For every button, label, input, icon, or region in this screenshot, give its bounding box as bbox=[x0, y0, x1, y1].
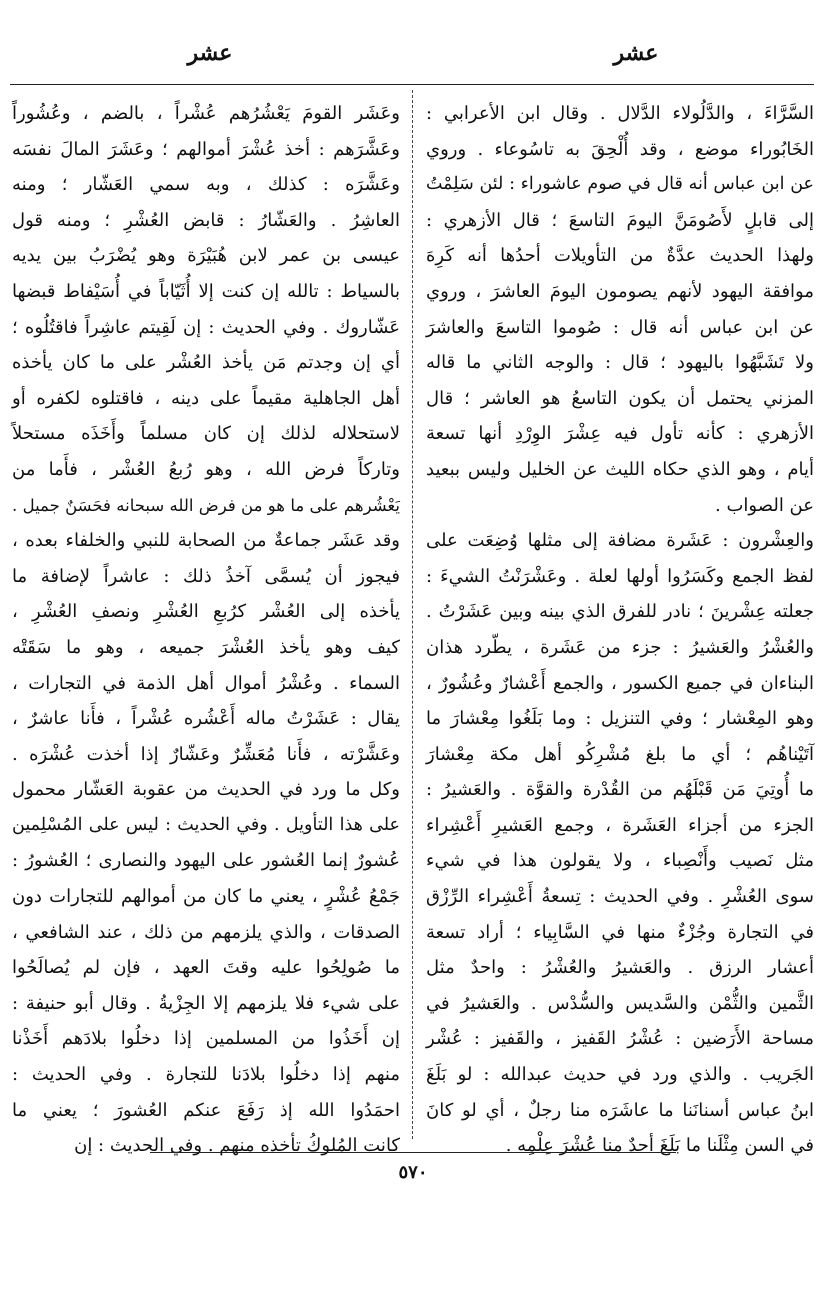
text-line: سوى العُشْرِ . وفي الحديث : تِسعةُ أَعْشِراء الرِّزْق bbox=[426, 886, 814, 908]
text-line: وكل ما ورد في الحديث من عقوبة العَشّار محمول bbox=[12, 779, 400, 801]
text-line: وتاركاً فرض الله ، وهو رُبعُ العُشْر ، فأَما من bbox=[12, 458, 400, 480]
text-line: الجَريب . والذي ورد في حديث عبدالله : لو بَلَغَ bbox=[426, 1064, 814, 1086]
text-line: والعُشْرُ والعَشيرُ : جزء من عَشَرة ، يطّرد هذان bbox=[426, 636, 814, 658]
text-line: عيسى بن عمر لابن هُبَيْرَة وهو يُضْرَبُ بين يديه bbox=[12, 245, 400, 267]
text-line: أي إن وجدتم مَن يأخذ العُشْر على ما كان يأخذه bbox=[12, 352, 400, 374]
text-line: في التجارة وجُزْءٌ منها في السَّابِياء ؛ أراد تسعة bbox=[426, 921, 814, 943]
text-line: احمَدُوا الله إذ رَفَعَ عنكم العُشورَ ؛ يعني ما bbox=[12, 1099, 400, 1121]
text-line: البناءان في جميع الكسور ، والجمع أَعْشارٌ وعُشُورٌ ، bbox=[426, 672, 814, 694]
text-line: أيام ، وهو الذي حكاه الليث عن الخليل وليس ببعيد bbox=[426, 458, 814, 480]
text-line: آتَيْناهُم ؛ أي ما بلغ مُشْرِكُو أهل مكة مِعْشارَ bbox=[426, 743, 814, 765]
text-line: لاستحلاله لذلك إن كان مسلماً وأَخَذَه مستحلاً bbox=[12, 423, 400, 445]
text-line: يَعْشُرهم على ما هو من فرض الله سبحانه فحَسَنٌ جميل . bbox=[12, 495, 400, 515]
text-line: ما أُوتِيَ مَن قَبْلَهُم من القُدْرة والقوَّة . والعَشيرُ : bbox=[426, 779, 814, 801]
text-line: وقد عَشَر جماعةٌ من الصحابة للنبي والخلفاء بعده ، bbox=[12, 530, 400, 552]
footer-rule bbox=[150, 1152, 676, 1153]
text-line: الجزء من أجزاء العَشَرة ، وجمع العَشيرِ أَعْشِراء bbox=[426, 814, 814, 836]
text-line: جَمْعُ عُشْرٍ ، يعني ما كان من أموالهم للتجارات دون bbox=[12, 886, 400, 908]
text-line: يأخذه إلى العُشْر كرُبعِ العُشْرِ ونصفِ العُشْرِ ، bbox=[12, 601, 400, 623]
left-column bbox=[12, 96, 400, 1157]
text-line: عن الصواب . bbox=[715, 494, 814, 516]
text-line: بالسياط : تالله إن كنت إلا أُثَيّاباً في أُسَيْفاط قبضها bbox=[12, 280, 400, 302]
text-line: كانت المُلوكُ تأخذه منهم . وفي الحديث : إن bbox=[74, 1135, 400, 1157]
running-head-right: عشر bbox=[613, 40, 659, 66]
text-line: فيجوز أن يُسمَّى آخذُ ذلك : عاشراً لإضافة ما bbox=[12, 565, 400, 587]
text-line: ولهذا الحديث عدَّةٌ من التأويلات أحدُها أنه كَرِهَ bbox=[426, 245, 814, 267]
text-line: أعشار الرزق . والعَشيرُ والعُشْرُ : واحدٌ مثل bbox=[426, 957, 814, 979]
text-line: عُشورٌ إنما العُشور على اليهود والنصارى ؛ العُشورُ : bbox=[12, 850, 400, 872]
text-line: عَشّاروك . وفي الحديث : إن لَقِيتم عاشِراً فاقتُلُوه ؛ bbox=[12, 316, 400, 338]
text-line: الأزهري : كأنه تأول فيه عِشْرَ الوِرْدِ أنها تسعة bbox=[426, 423, 814, 445]
text-line: كيف وهو يأخذ العُشْرَ جميعه ، وهو ما سَقَتْه bbox=[12, 636, 400, 658]
text-line: موافقة اليهود لأنهم يصومون اليومَ العاشرَ ، وروي bbox=[426, 280, 814, 302]
text-line: وهو المِعْشار ؛ وفي التنزيل : وما بَلَغُوا مِعْشارَ ما bbox=[426, 708, 814, 730]
text-line: وعَشَّرَه : كذلك ، وبه سمي العَشّار ؛ ومنه bbox=[12, 174, 400, 196]
text-line: الخَابُوراء موضع ، وقد أُلْحِقَ به تاسُوعاء . وروي bbox=[426, 138, 814, 160]
text-line: ولا تَشَبَّهُوا باليهود ؛ قال : والوجه الثاني ما قاله bbox=[426, 352, 814, 374]
text-line: الثَّمين والثُّمْن والسَّديس والسُّدْس . والعَشيرُ في bbox=[426, 992, 814, 1014]
text-line: لفظ الجمع وكَسَرُوا أولها لعلة . وعَشْرَنْتُ الشيءَ : bbox=[426, 565, 814, 587]
text-line: على هذا التأويل . وفي الحديث : ليس على المُسْلِمين bbox=[12, 814, 400, 835]
text-line: وعَشَر القومَ يَعْشُرُهم عُشْراً ، بالضم ، وعُشُوراً bbox=[12, 103, 400, 124]
text-line: المزني يحتمل أن يكون التاسعُ هو العاشر ؛ قال bbox=[426, 387, 814, 409]
page-number: ٥٧٠ bbox=[398, 1162, 428, 1183]
text-line: مثل نَصيب وأَنْصِباء ، ولا يقولون هذا في شيء bbox=[426, 850, 814, 872]
right-column bbox=[426, 96, 814, 1157]
text-line: عن ابن عباس أنه قال في صوم عاشوراء : لئن سَلِمْتُ bbox=[426, 174, 814, 195]
text-line: يقال : عَشَرْتُ ماله أَعْشُره عُشْراً ، فأَنا عاشرٌ ، bbox=[12, 708, 400, 730]
text-line: الصدقات ، والذي يلزمهم من ذلك ، عند الشافعي ، bbox=[12, 921, 400, 943]
running-head-left: عشر bbox=[187, 40, 233, 66]
text-line: ابنُ عباس أسنانَنا ما عاشَرَه منا رجلٌ ، أي لو كانَ bbox=[426, 1099, 814, 1121]
text-line: أهل الجاهلية مقيماً على دينه ، فاقتلوه لكفره أو bbox=[12, 387, 400, 409]
text-line: جعلته عِشْرينَ ؛ نادر للفرق الذي بينه وبين عَشَرْتُ . bbox=[426, 601, 814, 623]
text-line: وعَشَّرْته ، فأَنا مُعَشِّرٌ وعَشّارٌ إذا أخذت عُشْرَه . bbox=[12, 743, 400, 765]
text-line: إن أَخَذُوا من المسلمين إذا دخلُوا بلادَهم أَخَذْنا bbox=[12, 1028, 400, 1050]
text-line: السماء . وعُشْرُ أموال أهل الذمة في التجارات ، bbox=[12, 672, 400, 694]
text-line: منهم إذا دخلُوا بلادَنا للتجارة . وفي الحديث : bbox=[12, 1064, 400, 1086]
text-line: في السن مِثْلَنا ما بَلَغَ أحدٌ منا عُشْرَ عِلْمِه . bbox=[505, 1135, 814, 1157]
text-line: إلى قابلٍ لأَصُومَنَّ اليومَ التاسعَ ؛ قال الأزهري : bbox=[426, 209, 814, 231]
column-divider bbox=[412, 90, 413, 1139]
text-line: على شيء فلا يلزمهم إلا الجِزْيةُ . وقال أبو حنيفة : bbox=[12, 992, 400, 1014]
text-line: وعَشَّرَهم : أخذ عُشْرَ أموالهم ؛ وعَشَرَ المالَ نفسَه bbox=[12, 138, 400, 160]
header-rule bbox=[10, 84, 814, 85]
text-line: السَّرَّاءَ ، والدَّلُولاء الدَّلال . وقال ابن الأعرابي : bbox=[426, 103, 814, 124]
text-line: العاشِرُ . والعَشّارُ : قابض العُشْرِ ؛ ومنه قول bbox=[12, 209, 400, 231]
text-line: والعِشْرون : عَشَرة مضافة إلى مثلها وُضِعَت على bbox=[426, 530, 814, 552]
text-line: ما صُولِحُوا عليه وقتَ العهد ، فإن لم يُصالَحُوا bbox=[12, 957, 400, 979]
text-line: مساحة الأَرَضين : عُشْرُ القَفيز ، والقَفيز : عُشْر bbox=[426, 1028, 814, 1050]
text-line: عن ابن عباس أنه قال : صُوموا التاسعَ والعاشرَ bbox=[426, 316, 814, 338]
